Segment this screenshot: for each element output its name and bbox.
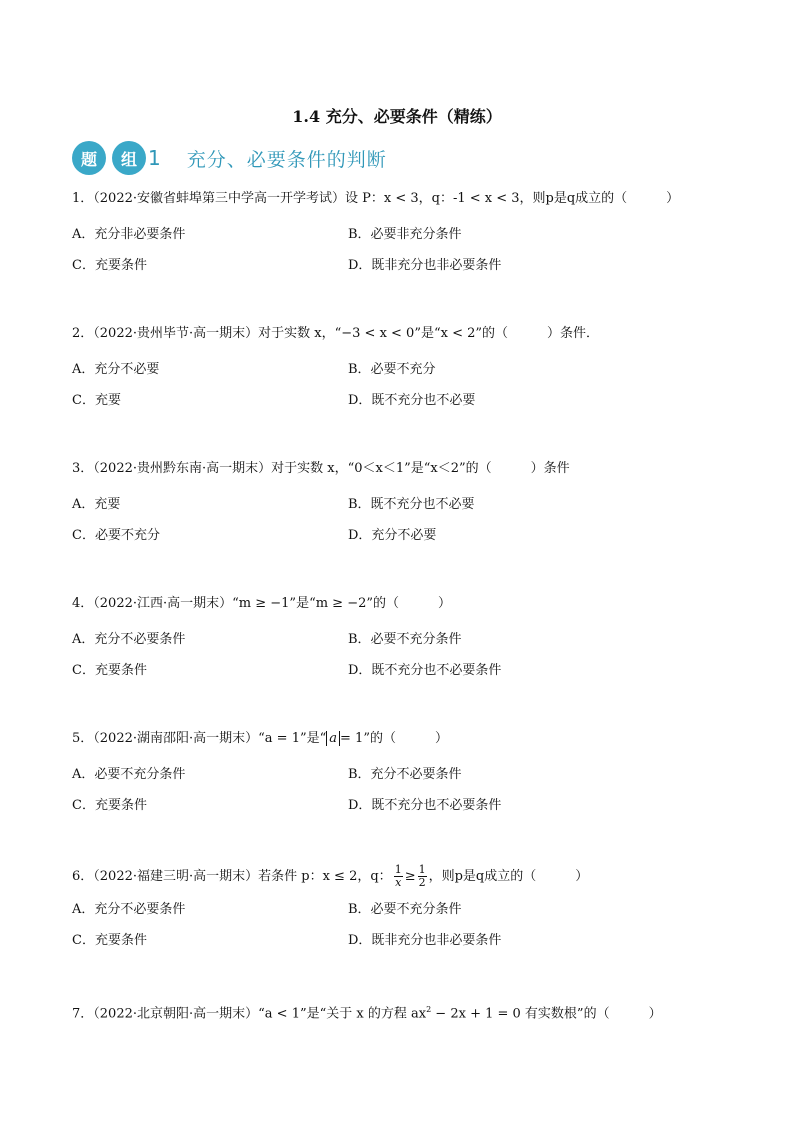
options-grid: [72, 495, 732, 546]
options-grid: [72, 630, 732, 681]
option-a: A．充分不必要条件: [72, 632, 186, 647]
options-grid: [72, 765, 732, 816]
question-6: [72, 864, 732, 951]
fraction-denominator: 2: [418, 876, 426, 889]
option-c: C．必要不充分: [72, 528, 160, 543]
option-c: C．充要条件: [72, 258, 147, 273]
option-c: C．充要条件: [72, 933, 147, 948]
section-title: 充分、必要条件的判断: [186, 148, 387, 171]
question-text-pre: “a < 1”是“关于 x 的方程 ax: [258, 1006, 427, 1022]
question-text: “m ≥ −1”是“m ≥ −2”的（ ）: [232, 596, 452, 611]
option-b: B．必要不充分条件: [348, 902, 462, 917]
option-a: A．充要: [72, 497, 121, 512]
option-d: D．既非充分也非必要条件: [348, 933, 502, 948]
question-stem: [72, 594, 732, 614]
option-d: D．既不充分也不必要条件: [348, 663, 502, 678]
absolute-value: a: [326, 731, 340, 746]
fraction-numerator: 1: [394, 863, 402, 876]
option-b: B．必要不充分条件: [348, 632, 462, 647]
question-number: 3．: [72, 461, 94, 476]
page-title: 1.4 充分、必要条件（精练）: [292, 107, 502, 126]
fraction-1-over-2: [418, 864, 427, 889]
fraction-1-over-x: [394, 864, 403, 889]
section-number: 1: [148, 146, 161, 170]
question-number: 4．: [72, 596, 94, 611]
option-c: C．充要: [72, 393, 121, 408]
option-b: B．必要非充分条件: [348, 227, 462, 242]
option-b: B．充分不必要条件: [348, 767, 462, 782]
option-b: B．必要不充分: [348, 362, 436, 377]
option-a: A．充分非必要条件: [72, 227, 186, 242]
question-stem: [72, 863, 732, 889]
question-stem: [72, 729, 732, 749]
options-grid: [72, 225, 732, 276]
fraction-numerator: 1: [418, 863, 426, 876]
question-stem: [72, 1000, 732, 1020]
question-number: 7．: [72, 1006, 94, 1022]
fraction-denominator: x: [395, 876, 402, 889]
question-text: 设 P：x < 3，q：-1 < x < 3，则p是q成立的（ ）: [345, 191, 680, 206]
question-4: [72, 594, 732, 681]
section-badge-ti: 题: [72, 141, 106, 175]
question-3: [72, 459, 732, 546]
question-source: （2022·安徽省蚌埠第三中学高一开学考试）: [93, 191, 345, 206]
question-text: 对于实数 x，“−3 < x < 0”是“x < 2”的（ ）条件．: [258, 326, 600, 341]
section-header: [72, 140, 387, 176]
question-1: [72, 189, 732, 276]
question-number: 6．: [72, 869, 94, 884]
question-source: （2022·江西·高一期末）: [93, 596, 233, 611]
question-stem: [72, 189, 732, 209]
question-stem: [72, 324, 732, 344]
question-text-pre: 若条件 p：x ≤ 2，q：: [258, 869, 392, 884]
options-grid: [72, 900, 732, 951]
option-c: C．充要条件: [72, 798, 147, 813]
question-7: [72, 1000, 732, 1020]
question-text-post: − 2x + 1 = 0 有实数根”的（ ）: [431, 1006, 662, 1022]
options-grid: [72, 360, 732, 411]
question-source: （2022·福建三明·高一期末）: [93, 869, 259, 884]
question-number: 5．: [72, 731, 94, 746]
question-text: 对于实数 x，“0＜x＜1”是“x＜2”的（ ）条件: [271, 461, 570, 476]
question-number: 1．: [72, 191, 94, 206]
question-number: 2．: [72, 326, 94, 341]
question-source: （2022·贵州黔东南·高一期末）: [93, 461, 272, 476]
question-source: （2022·贵州毕节·高一期末）: [93, 326, 259, 341]
option-a: A．充分不必要条件: [72, 902, 186, 917]
option-d: D．既非充分也非必要条件: [348, 258, 502, 273]
question-text-pre: “a = 1”是“: [258, 731, 327, 746]
option-d: D．充分不必要: [348, 528, 437, 543]
question-text-post: ，则p是q成立的（ ）: [428, 869, 589, 884]
option-b: B．既不充分也不必要: [348, 497, 475, 512]
question-source: （2022·湖南邵阳·高一期末）: [93, 731, 259, 746]
question-text-post: = 1”的（ ）: [340, 731, 448, 746]
option-d: D．既不充分也不必要条件: [348, 798, 502, 813]
option-a: A．必要不充分条件: [72, 767, 186, 782]
option-c: C．充要条件: [72, 663, 147, 678]
question-5: [72, 729, 732, 816]
section-badge-zu: 组: [112, 141, 146, 175]
question-source: （2022·北京朝阳·高一期末）: [93, 1006, 259, 1022]
question-text-mid: ≥: [404, 869, 416, 884]
option-a: A．充分不必要: [72, 362, 160, 377]
question-2: [72, 324, 732, 411]
exponent: 2: [426, 1005, 432, 1014]
question-stem: [72, 459, 732, 479]
option-d: D．既不充分也不必要: [348, 393, 476, 408]
